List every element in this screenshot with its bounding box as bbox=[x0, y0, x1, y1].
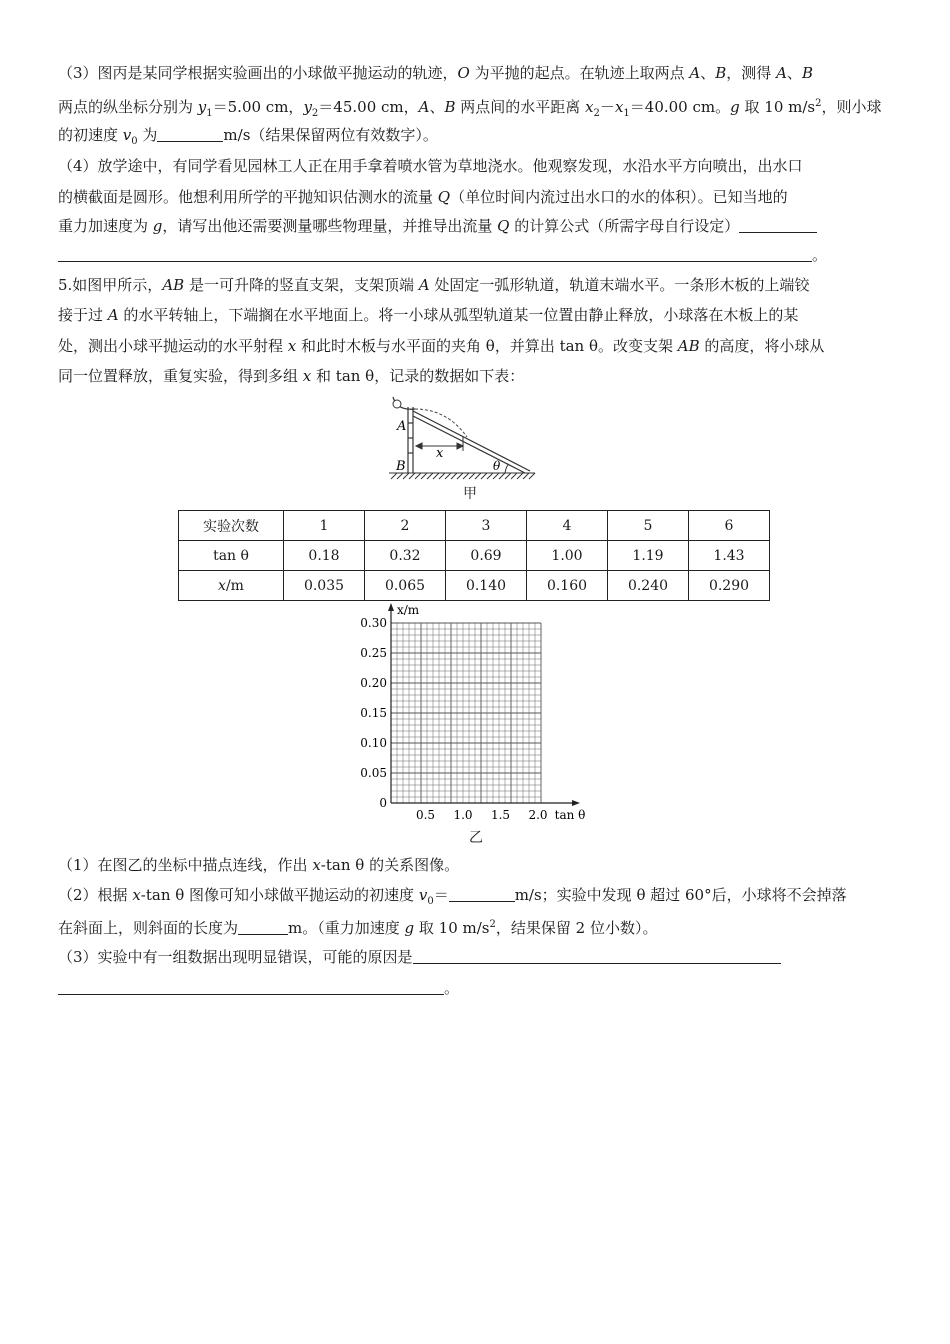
answer-blank-reason-1[interactable] bbox=[413, 947, 781, 964]
sub-q1: （1）在图乙的坐标中描点连线，作出 x-tan θ 的关系图像。 bbox=[58, 856, 460, 874]
table-cell: 2 bbox=[365, 511, 446, 541]
answer-blank-v0[interactable] bbox=[157, 125, 223, 142]
p5-line-2: 接于过 A 的水平转轴上，下端搁在水平地面上。将一小球从弧型轨道某一位置由静止释放，小球落在木板上的某 bbox=[58, 306, 799, 324]
table-cell: 1 bbox=[284, 511, 365, 541]
table-cell: 0.32 bbox=[365, 541, 446, 571]
label-B: B bbox=[396, 459, 406, 474]
y-axis-arrow bbox=[388, 603, 394, 611]
label-A: A bbox=[397, 419, 407, 434]
label-x: x bbox=[436, 446, 444, 461]
table-cell: 5 bbox=[608, 511, 689, 541]
table-cell: 0.140 bbox=[446, 571, 527, 601]
board bbox=[413, 411, 530, 473]
y-tick-label: 0.25 bbox=[360, 646, 387, 660]
x-tick-label: 1.0 bbox=[453, 808, 473, 822]
ground-hatching bbox=[389, 473, 535, 479]
table-row-x bbox=[179, 571, 770, 601]
q4-line-3: 重力加速度为 g，请写出他还需要测量哪些物理量，并推导出流量 Q 的计算公式（所需字母自行设定） bbox=[58, 216, 817, 236]
x-axis-title: tan θ bbox=[554, 808, 586, 822]
answer-blank-reason-2[interactable] bbox=[58, 978, 444, 995]
table-cell: 1.00 bbox=[527, 541, 608, 571]
table-cell: 0.065 bbox=[365, 571, 446, 601]
theta-arc bbox=[505, 464, 509, 473]
table-cell: 6 bbox=[689, 511, 770, 541]
figure-jia-apparatus bbox=[385, 393, 545, 481]
x-axis-arrow bbox=[572, 800, 580, 806]
answer-blank-v0-2[interactable] bbox=[449, 885, 515, 902]
row-label: 实验次数 bbox=[179, 511, 284, 541]
y-tick-label: 0 bbox=[379, 796, 387, 810]
y-tick-label: 0.10 bbox=[360, 736, 387, 750]
y-axis-title: x/m bbox=[397, 603, 420, 617]
p5-line-4: 同一位置释放，重复实验，得到多组 x 和 tan θ，记录的数据如下表： bbox=[58, 367, 525, 385]
sub-q2-line-1: （2）根据 x-tan θ 图像可知小球做平抛运动的初速度 $v_0= m/s$；实验中发现 θ 超过 60°后，小球将不会掉落 bbox=[58, 886, 847, 907]
caption-yi: 乙 bbox=[469, 830, 483, 846]
answer-blank-flow-2[interactable] bbox=[58, 245, 812, 262]
x-tick-label: 0.5 bbox=[415, 808, 436, 822]
q4-line-2: 的横截面是圆形。他想利用所学的平抛知识估测水的流量 Q（单位时间内流过出水口的水的体积）。已知当地的 bbox=[58, 188, 788, 206]
x-tick-label: 2.0 bbox=[528, 808, 548, 822]
y-tick-label: 0.30 bbox=[360, 616, 387, 630]
table-cell: 1.43 bbox=[689, 541, 770, 571]
table-cell: 0.18 bbox=[284, 541, 365, 571]
y-tick-label: 0.15 bbox=[360, 706, 387, 720]
table-row-trials bbox=[179, 511, 770, 541]
p5-line-3: 处，测出小球平抛运动的水平射程 x 和此时木板与水平面的夹角 θ，并算出 tan θ。改变支架 AB 的高度，将小球从 bbox=[58, 337, 825, 355]
y-tick-label: 0.05 bbox=[360, 766, 387, 780]
caption-jia: 甲 bbox=[463, 486, 477, 502]
answer-blank-length[interactable] bbox=[238, 918, 288, 935]
q3-line-1: （3）图丙是某同学根据实验画出的小球做平抛运动的轨迹，O 为平抛的起点。在轨迹上取两点 A、B，测得 A、B bbox=[58, 64, 813, 82]
trajectory-dashed bbox=[415, 409, 467, 437]
x-tick-label: 1.5 bbox=[490, 808, 511, 822]
label-theta: θ bbox=[493, 459, 501, 473]
q4-line-1: （4）放学途中，有同学看见园林工人正在用手拿着喷水管为草地浇水。他观察发现，水沿水平方向喷出，出水口 bbox=[58, 157, 803, 175]
grid bbox=[391, 623, 541, 803]
table-cell: 4 bbox=[527, 511, 608, 541]
q3-line-2: 两点的纵坐标分别为 $y_1=5.00$ cm，$y_2=45.00$ cm，A、B 两点间的水平距离 $x_2-x_1=40.00$ cm。g 取 10 $m/s^2$，则小球 bbox=[58, 98, 882, 119]
figure-yi-grid bbox=[345, 600, 605, 826]
table-cell: 0.035 bbox=[284, 571, 365, 601]
sub-q3-line-1: （3）实验中有一组数据出现明显错误，可能的原因是 bbox=[58, 947, 781, 967]
table-cell: 0.69 bbox=[446, 541, 527, 571]
sub-q2-line-2: 在斜面上，则斜面的长度为 m。（重力加速度 g 取 10 $m/s^2$，结果保留 2 位小数）。 bbox=[58, 919, 658, 937]
table-cell: 0.290 bbox=[689, 571, 770, 601]
row-label: tan θ bbox=[179, 541, 284, 571]
answer-blank-flow-1[interactable] bbox=[739, 216, 817, 233]
ball-icon bbox=[393, 400, 401, 408]
y-tick-label: 0.20 bbox=[360, 676, 387, 690]
axes bbox=[391, 608, 575, 803]
table-cell: 0.160 bbox=[527, 571, 608, 601]
row-label: x/m bbox=[179, 571, 284, 601]
q3-line-3: 的初速度 $v_0$ 为 m/s（结果保留两位有效数字）。 bbox=[58, 126, 438, 147]
stand-ab bbox=[408, 407, 413, 473]
p5-line-1: 5.如图甲所示，AB 是一可升降的竖直支架，支架顶端 A 处固定一弧形轨道，轨道末端水平。一条形木板的上端铰 bbox=[58, 276, 810, 294]
data-table bbox=[178, 510, 770, 601]
q4-line-4: 。 bbox=[58, 245, 827, 265]
sub-q3-line-2: 。 bbox=[58, 978, 459, 998]
table-row-tan bbox=[179, 541, 770, 571]
table-cell: 1.19 bbox=[608, 541, 689, 571]
table-cell: 3 bbox=[446, 511, 527, 541]
table-cell: 0.240 bbox=[608, 571, 689, 601]
